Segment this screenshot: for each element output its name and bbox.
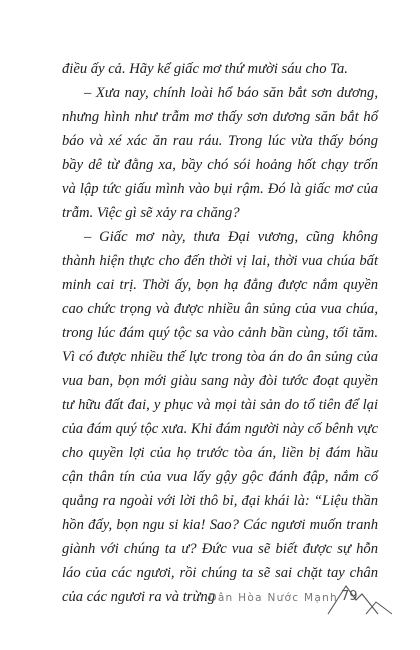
page-footer <box>0 584 420 624</box>
paragraph-2: – Xưa nay, chính loài hổ báo săn bắt sơn dương, nhưng hình như trẫm mơ thấy sơn dương săn bắt hổ báo và xé xác ăn rau ráu. Trong lúc vừa thấy bóng bầy dê từ đằng xa, bầy chó sói hoảng hốt chạy trốn và lập tức giấu mình vào bụi rậm. Đó là giấc mơ của trẫm. Việc gì sẽ xảy ra chăng? <box>62 85 378 221</box>
paragraph-1: điều ấy cả. Hãy kể giấc mơ thứ mười sáu cho Ta. <box>62 61 348 77</box>
paragraph-3: – Giấc mơ này, thưa Đại vương, cũng không thành hiện thực cho đến thời vị lai, thời vua chúa bất minh cai trị. Thời ấy, bọn hạ đẳng được nắm quyền cao chức trọng và được nhiều ân sủng của vua chúa, trong lúc đám quý tộc sa vào cảnh bần cùng, tối tăm. Vì có được nhiều thế lực trong tòa án do ân sủng của vua ban, bọn mới giàu sang này đòi tước đoạt quyền tư hữu đất đai, y phục và mọi tài sản do tổ tiên để lại của đám quý tộc xưa. Khi đám người này cố bênh vực cho quyền lợi của họ trước tòa án, liền bị đám hầu cận thân tín của vua lấy gậy gộc đánh đập, nắm cổ quẳng ra ngoài với lời thô bỉ, đại khái là: “Liệu thần hồn đấy, bọn ngu si kia! Sao? Các ngươi muốn tranh giành với chúng ta ư? Đức vua sẽ biết được sự hỗn láo của các ngươi, rồi chúng ta sẽ sai chặt tay chân của các ngươi ra và trừng <box>62 229 378 605</box>
body-text <box>62 57 378 609</box>
series-title: Dân Hòa Nước Mạnh <box>208 592 338 604</box>
mountain-icon <box>326 578 396 618</box>
page-number: 79 <box>341 589 358 604</box>
